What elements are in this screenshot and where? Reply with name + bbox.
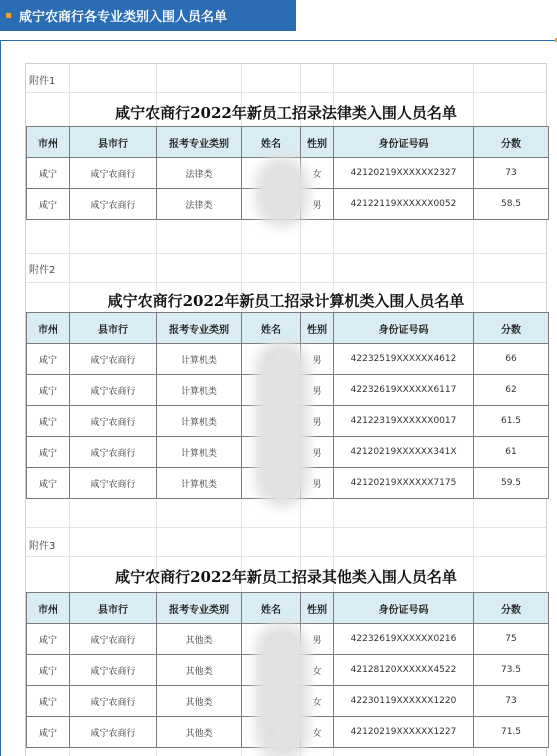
table-title-law: 咸宁农商行2022年新员工招录法律类入围人员名单 (115, 104, 457, 122)
column-header: 姓名 (242, 593, 301, 624)
column-header: 县市行 (70, 127, 157, 158)
column-header: 报考专业类别 (157, 313, 242, 344)
column-header: 市州 (27, 313, 70, 344)
column-header: 身份证号码 (334, 313, 474, 344)
table-cell: 咸宁农商行 (70, 375, 157, 406)
table-cell: 42120219XXXXXX2327 (334, 158, 474, 189)
table-cell: 咸宁农商行 (70, 468, 157, 499)
column-header: 姓名 (242, 313, 301, 344)
column-header: 报考专业类别 (157, 593, 242, 624)
table-cell: 咸宁农商行 (70, 437, 157, 468)
annex-label-2: 附件2 (29, 265, 56, 276)
table-cell: 42232619XXXXXX6117 (334, 375, 474, 406)
table-cell: 73.5 (474, 655, 549, 686)
table-cell: 女 (301, 655, 334, 686)
table-cell: 咸宁农商行 (70, 624, 157, 655)
table-cell: 咸宁农商行 (70, 344, 157, 375)
table-cell: 75 (474, 624, 549, 655)
table-cell: 女 (301, 158, 334, 189)
table-cell: 73 (474, 686, 549, 717)
table-header-row (27, 313, 549, 344)
table-cell: 咸宁 (27, 406, 70, 437)
table-cell: 计算机类 (157, 344, 242, 375)
table-title-other: 咸宁农商行2022年新员工招录其他类入围人员名单 (115, 568, 457, 586)
table-cell: 男 (301, 344, 334, 375)
column-header: 性别 (301, 127, 334, 158)
table-cell: 42120219XXXXXX7175 (334, 468, 474, 499)
table-cell: 其他类 (157, 717, 242, 748)
table-cell: 42128120XXXXXX4522 (334, 655, 474, 686)
table-cell: 59.5 (474, 468, 549, 499)
table-cell: 咸宁农商行 (70, 158, 157, 189)
content-frame (0, 40, 557, 756)
spreadsheet-image (25, 63, 547, 756)
table-cell: 咸宁 (27, 158, 70, 189)
table-cell: 法律类 (157, 189, 242, 220)
table-cell: 咸宁 (27, 686, 70, 717)
table-cell: 66 (474, 344, 549, 375)
table-cell: 男 (301, 406, 334, 437)
column-header: 身份证号码 (334, 593, 474, 624)
column-header: 县市行 (70, 593, 157, 624)
name-privacy-blur (262, 348, 302, 500)
table-cell: 咸宁农商行 (70, 406, 157, 437)
annex-label-3: 附件3 (29, 541, 56, 552)
table-cell: 咸宁 (27, 344, 70, 375)
column-header: 分数 (474, 127, 549, 158)
table-cell: 法律类 (157, 158, 242, 189)
table-cell: 咸宁农商行 (70, 717, 157, 748)
table-cell: 男 (301, 189, 334, 220)
table-header-row (27, 127, 549, 158)
table-cell: 61 (474, 437, 549, 468)
table-cell: 58.5 (474, 189, 549, 220)
table-cell: 男 (301, 437, 334, 468)
table-cell: 女 (301, 717, 334, 748)
column-header: 分数 (474, 593, 549, 624)
table-cell: 42230119XXXXXX1220 (334, 686, 474, 717)
banner-marker (6, 13, 11, 18)
banner-title: 咸宁农商行各专业类别入围人员名单 (19, 10, 228, 25)
table-cell: 62 (474, 375, 549, 406)
column-header: 姓名 (242, 127, 301, 158)
page-banner (0, 0, 296, 31)
table-cell: 咸宁 (27, 437, 70, 468)
table-cell: 计算机类 (157, 437, 242, 468)
table-cell: 女 (301, 686, 334, 717)
table-cell: 咸宁农商行 (70, 189, 157, 220)
table-cell: 其他类 (157, 655, 242, 686)
table-title-computer: 咸宁农商行2022年新员工招录计算机类入围人员名单 (107, 292, 465, 310)
table-cell: 男 (301, 624, 334, 655)
table-cell: 其他类 (157, 624, 242, 655)
column-header: 性别 (301, 313, 334, 344)
table-cell: 其他类 (157, 686, 242, 717)
table-cell: 42120219XXXXXX341X (334, 437, 474, 468)
table-cell: 73 (474, 158, 549, 189)
column-header: 县市行 (70, 313, 157, 344)
table-cell: 咸宁农商行 (70, 686, 157, 717)
name-privacy-blur (262, 630, 302, 754)
table-cell: 男 (301, 468, 334, 499)
table-cell: 咸宁 (27, 655, 70, 686)
table-cell: 42122119XXXXXX0052 (334, 189, 474, 220)
column-header: 身份证号码 (334, 127, 474, 158)
table-cell: 咸宁 (27, 375, 70, 406)
table-cell: 咸宁 (27, 189, 70, 220)
column-header: 性别 (301, 593, 334, 624)
table-cell: 咸宁 (27, 468, 70, 499)
table-cell: 42232619XXXXXX0216 (334, 624, 474, 655)
column-header: 分数 (474, 313, 549, 344)
table-cell: 61.5 (474, 406, 549, 437)
column-header: 市州 (27, 593, 70, 624)
column-header: 报考专业类别 (157, 127, 242, 158)
table-cell: 咸宁 (27, 717, 70, 748)
table-cell: 42120219XXXXXX1227 (334, 717, 474, 748)
table-cell: 咸宁农商行 (70, 655, 157, 686)
annex-label-1: 附件1 (29, 76, 56, 87)
table-cell: 计算机类 (157, 468, 242, 499)
column-header: 市州 (27, 127, 70, 158)
table-cell: 42122319XXXXXX0017 (334, 406, 474, 437)
table-header-row (27, 593, 549, 624)
table-cell: 计算机类 (157, 406, 242, 437)
table-cell: 42232519XXXXXX4612 (334, 344, 474, 375)
table-cell: 71.5 (474, 717, 549, 748)
name-privacy-blur (262, 164, 302, 220)
table-cell: 男 (301, 375, 334, 406)
table-cell: 计算机类 (157, 375, 242, 406)
table-cell: 咸宁 (27, 624, 70, 655)
